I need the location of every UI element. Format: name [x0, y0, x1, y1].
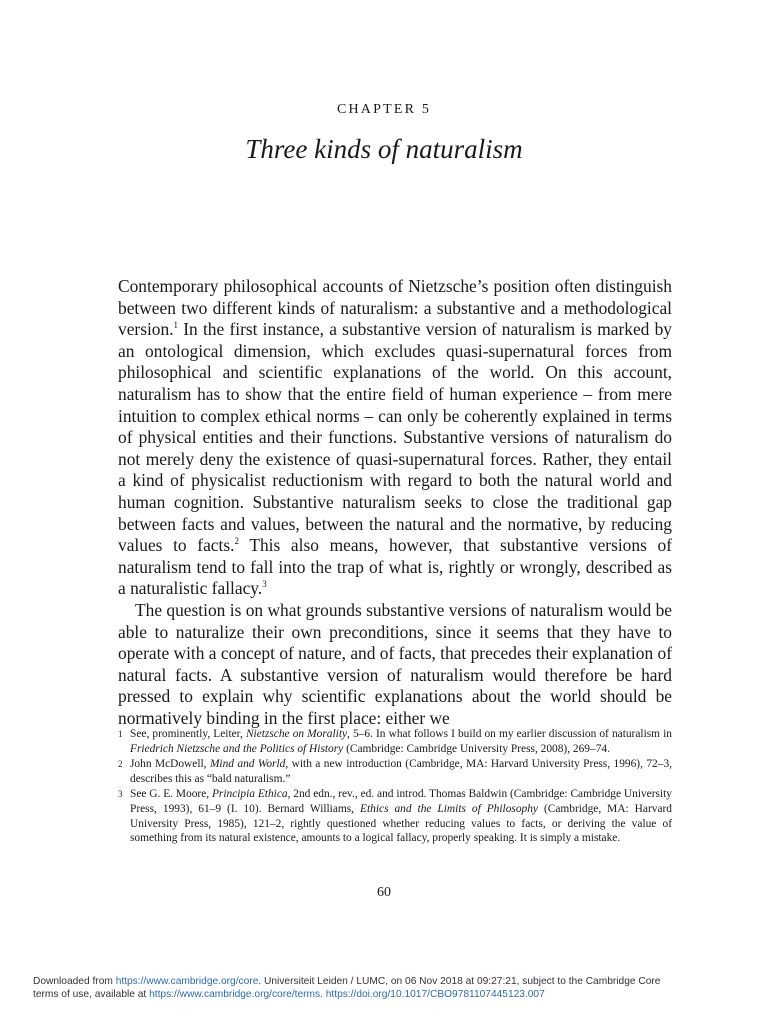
download-note-line-1	[33, 975, 743, 988]
body-text	[118, 276, 672, 729]
body-paragraph-1: Contemporary philosophical accounts of Nietzsche’s position often distinguish between two different kinds of naturalism: a substantive and a methodological version.$^1$ In the first instance, a substantive version of naturalism is marked by an ontological dimension, which excludes quasi-supernatural forces from philosophical and scientific explanations of the world. On this account, naturalism has to show that the entire field of human experience – from mere intuition to complex ethical norms – can only be coherently explained in terms of physical entities and their functions. Substantive versions of naturalism do not merely deny the existence of quasi-supernatural forces. Rather, they entail a kind of physicalist reductionism with regard to both the natural world and human cognition. Substantive naturalism seeks to close the traditional gap between facts and values, between the natural and the normative, by reducing values to facts.$^2$ This also means, however, that substantive versions of naturalism tend to fall into the trap of what is, rightly or wrongly, described as a naturalistic fallacy.$^3$	[118, 276, 672, 599]
terms-prefix: terms of use, available at	[33, 989, 150, 1000]
footnote-text: See G. E. Moore, Principia Ethica, 2nd edn., rev., ed. and introd. Thomas Baldwin (Cambridge: Cambridge University Press, 1993), 61–9 (I. 10). Bernard Williams, Ethics and the Limits of Philosophy (Cambridge, MA: Harvard University Press, 1985), 121–2, rightly questioned whether reducing values to facts, or deriving the value of something from its natural existence, amounts to a logical fallacy, properly speaking. It is simply a mistake.	[130, 788, 672, 845]
doi-link[interactable]: https://doi.org/10.1017/CBO9781107445123.007	[325, 989, 545, 1000]
cited-title: Nietzsche on Morality	[245, 728, 348, 740]
footnote-ref: 2	[234, 536, 239, 547]
cited-title: Principia Ethica	[211, 788, 288, 801]
footnote-text: See, prominently, Leiter, Nietzsche on Morality, 5–6. In what follows I build on my earlier discussion of naturalism in Friedrich Nietzsche and the Politics of History (Cambridge: Cambridge University Press, 2008), 269–74.	[130, 728, 672, 755]
footnote-2	[118, 757, 672, 786]
footnote-3	[118, 787, 672, 845]
chapter-label: CHAPTER 5	[336, 102, 432, 117]
core-link[interactable]: https://www.cambridge.org/core	[115, 976, 259, 987]
footnote-1	[118, 727, 672, 756]
footnote-text: John McDowell, Mind and World, with a new introduction (Cambridge, MA: Harvard University Press, 1996), 72–3, describes this as “bald naturalism.”	[130, 758, 672, 785]
footnotes	[118, 727, 672, 847]
download-note	[33, 975, 743, 1001]
footnote-number: 2	[118, 759, 123, 770]
cited-title: Mind and World	[209, 758, 286, 771]
body-paragraph-2: The question is on what grounds substantive versions of naturalism would be able to naturalize their own preconditions, since it seems that they have to operate with a concept of nature, and of facts, that precedes their explanation of natural facts. A substantive version of naturalism would therefore be hard pressed to explain why scientific explanations about the world should be normatively binding in the first place: either we	[118, 599, 672, 728]
terms-link[interactable]: https://www.cambridge.org/core/terms	[149, 989, 321, 1000]
footnote-number: 3	[118, 789, 123, 800]
download-prefix: Downloaded from	[33, 976, 116, 987]
link-separator: .	[320, 989, 326, 1000]
download-middle: . Universiteit Leiden / LUMC, on 06 Nov 2018 at 09:27:21, subject to the Cambridge Core	[258, 976, 661, 987]
download-note-line-2	[33, 988, 743, 1001]
page-number: 60	[377, 885, 391, 900]
footnote-ref: 3	[262, 579, 267, 590]
footnote-ref: 1	[173, 320, 179, 331]
cited-title: Ethics and the Limits of Philosophy	[360, 802, 538, 815]
chapter-title: Three kinds of naturalism	[245, 134, 523, 164]
cited-title: Friedrich Nietzsche and the Politics of History	[130, 742, 344, 755]
footnote-number: 1	[118, 729, 123, 739]
